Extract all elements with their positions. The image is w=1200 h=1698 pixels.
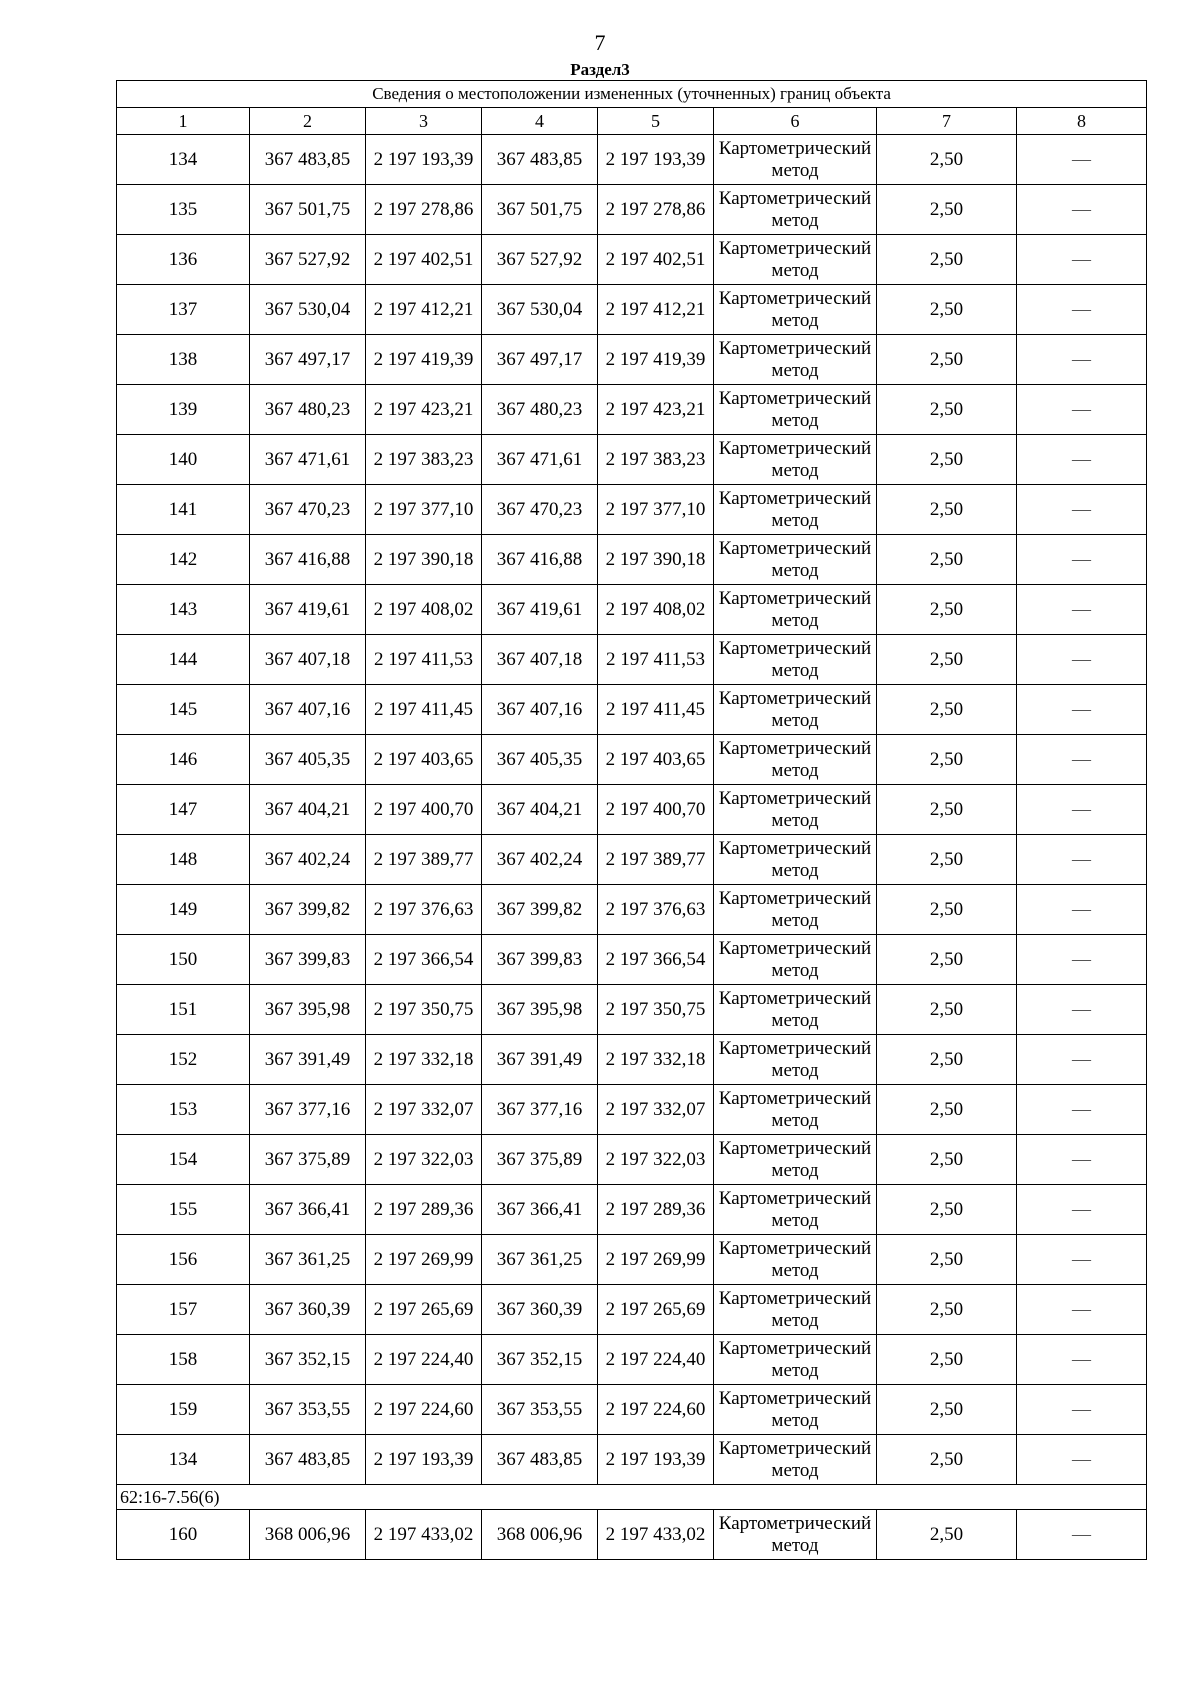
cell-new-x: 367 360,39 — [482, 1285, 598, 1335]
cell-old-y: 2 197 390,18 — [366, 535, 482, 585]
cell-new-x: 367 483,85 — [482, 135, 598, 185]
cell-accuracy: 2,50 — [877, 135, 1017, 185]
cell-note: — — [1017, 585, 1147, 635]
table-row — [117, 685, 1147, 735]
cell-point-number: 136 — [117, 235, 250, 285]
cell-old-x: 367 470,23 — [250, 485, 366, 535]
cell-accuracy: 2,50 — [877, 685, 1017, 735]
cell-note: — — [1017, 185, 1147, 235]
cell-point-number: 145 — [117, 685, 250, 735]
cell-new-y: 2 197 402,51 — [598, 235, 714, 285]
table-row — [117, 485, 1147, 535]
cell-new-y: 2 197 224,40 — [598, 1335, 714, 1385]
cell-old-y: 2 197 332,07 — [366, 1085, 482, 1135]
cell-accuracy: 2,50 — [877, 1335, 1017, 1385]
cell-new-x: 367 405,35 — [482, 735, 598, 785]
cell-accuracy: 2,50 — [877, 1135, 1017, 1185]
cell-accuracy: 2,50 — [877, 885, 1017, 935]
cell-note: — — [1017, 535, 1147, 585]
cell-method: Картометрический метод — [714, 1085, 877, 1135]
cell-new-x: 367 352,15 — [482, 1335, 598, 1385]
cell-old-x: 367 407,18 — [250, 635, 366, 685]
cell-note: — — [1017, 1285, 1147, 1335]
cell-note: — — [1017, 935, 1147, 985]
column-number-4: 4 — [482, 108, 598, 135]
cell-note: — — [1017, 335, 1147, 385]
column-number-8: 8 — [1017, 108, 1147, 135]
cell-old-y: 2 197 376,63 — [366, 885, 482, 935]
cell-accuracy: 2,50 — [877, 185, 1017, 235]
cell-method: Картометрический метод — [714, 735, 877, 785]
cell-new-y: 2 197 411,53 — [598, 635, 714, 685]
cell-method: Картометрический метод — [714, 485, 877, 535]
cell-method: Картометрический метод — [714, 1510, 877, 1560]
cell-method: Картометрический метод — [714, 635, 877, 685]
cell-point-number: 150 — [117, 935, 250, 985]
cell-new-x: 367 391,49 — [482, 1035, 598, 1085]
cell-new-x: 367 366,41 — [482, 1185, 598, 1235]
table-row — [117, 1085, 1147, 1135]
cell-new-x: 367 470,23 — [482, 485, 598, 535]
cell-old-y: 2 197 403,65 — [366, 735, 482, 785]
cell-old-x: 367 375,89 — [250, 1135, 366, 1185]
cell-new-x: 367 416,88 — [482, 535, 598, 585]
cell-old-y: 2 197 350,75 — [366, 985, 482, 1035]
column-number-1: 1 — [117, 108, 250, 135]
cell-old-x: 367 501,75 — [250, 185, 366, 235]
cell-old-y: 2 197 389,77 — [366, 835, 482, 885]
table-row — [117, 585, 1147, 635]
cell-point-number: 135 — [117, 185, 250, 235]
cell-new-x: 367 399,83 — [482, 935, 598, 985]
column-number-2: 2 — [250, 108, 366, 135]
table-row — [117, 635, 1147, 685]
cell-method: Картометрический метод — [714, 835, 877, 885]
cell-old-y: 2 197 377,10 — [366, 485, 482, 535]
column-number-5: 5 — [598, 108, 714, 135]
cell-note: — — [1017, 1085, 1147, 1135]
cell-point-number: 149 — [117, 885, 250, 935]
cell-note: — — [1017, 235, 1147, 285]
cell-new-y: 2 197 403,65 — [598, 735, 714, 785]
cell-old-x: 368 006,96 — [250, 1510, 366, 1560]
cell-note: — — [1017, 1135, 1147, 1185]
cell-old-x: 367 416,88 — [250, 535, 366, 585]
cell-new-y: 2 197 383,23 — [598, 435, 714, 485]
cell-point-number: 157 — [117, 1285, 250, 1335]
cell-old-y: 2 197 408,02 — [366, 585, 482, 635]
cell-accuracy: 2,50 — [877, 435, 1017, 485]
table-row — [117, 1035, 1147, 1085]
cell-accuracy: 2,50 — [877, 335, 1017, 385]
cell-new-y: 2 197 419,39 — [598, 335, 714, 385]
cell-note: — — [1017, 985, 1147, 1035]
cell-accuracy: 2,50 — [877, 1510, 1017, 1560]
cell-point-number: 146 — [117, 735, 250, 785]
cell-new-y: 2 197 269,99 — [598, 1235, 714, 1285]
cell-note: — — [1017, 635, 1147, 685]
cell-method: Картометрический метод — [714, 435, 877, 485]
table-row — [117, 185, 1147, 235]
cell-note: — — [1017, 385, 1147, 435]
table-row — [117, 235, 1147, 285]
cell-point-number: 137 — [117, 285, 250, 335]
cell-note: — — [1017, 1510, 1147, 1560]
table-row — [117, 1435, 1147, 1485]
cell-new-y: 2 197 350,75 — [598, 985, 714, 1035]
cell-new-x: 367 402,24 — [482, 835, 598, 885]
cell-new-y: 2 197 332,18 — [598, 1035, 714, 1085]
cell-point-number: 140 — [117, 435, 250, 485]
group-label: 62:16-7.56(6) — [117, 1485, 1147, 1510]
cell-method: Картометрический метод — [714, 1435, 877, 1485]
cell-point-number: 156 — [117, 1235, 250, 1285]
cell-old-x: 367 405,35 — [250, 735, 366, 785]
section-title: Раздел3 — [570, 60, 630, 79]
boundary-coordinates-table — [116, 80, 1147, 1560]
cell-old-x: 367 402,24 — [250, 835, 366, 885]
cell-new-x: 367 404,21 — [482, 785, 598, 835]
cell-new-y: 2 197 265,69 — [598, 1285, 714, 1335]
cell-new-x: 367 497,17 — [482, 335, 598, 385]
cell-accuracy: 2,50 — [877, 935, 1017, 985]
cell-point-number: 144 — [117, 635, 250, 685]
cell-new-y: 2 197 433,02 — [598, 1510, 714, 1560]
cell-old-x: 367 399,83 — [250, 935, 366, 985]
table-row — [117, 1235, 1147, 1285]
cell-note: — — [1017, 1385, 1147, 1435]
cell-old-x: 367 377,16 — [250, 1085, 366, 1135]
table-row — [117, 535, 1147, 585]
cell-new-y: 2 197 366,54 — [598, 935, 714, 985]
cell-old-x: 367 483,85 — [250, 1435, 366, 1485]
cell-old-y: 2 197 224,40 — [366, 1335, 482, 1385]
cell-old-x: 367 530,04 — [250, 285, 366, 335]
cell-new-y: 2 197 278,86 — [598, 185, 714, 235]
cell-note: — — [1017, 785, 1147, 835]
cell-accuracy: 2,50 — [877, 1435, 1017, 1485]
cell-old-y: 2 197 224,60 — [366, 1385, 482, 1435]
cell-note: — — [1017, 1035, 1147, 1085]
cell-point-number: 153 — [117, 1085, 250, 1135]
cell-old-x: 367 483,85 — [250, 135, 366, 185]
cell-method: Картометрический метод — [714, 1235, 877, 1285]
cell-method: Картометрический метод — [714, 385, 877, 435]
cell-old-x: 367 352,15 — [250, 1335, 366, 1385]
cell-old-x: 367 360,39 — [250, 1285, 366, 1335]
cell-new-y: 2 197 224,60 — [598, 1385, 714, 1435]
cell-note: — — [1017, 885, 1147, 935]
cell-accuracy: 2,50 — [877, 1085, 1017, 1135]
cell-point-number: 148 — [117, 835, 250, 885]
cell-old-y: 2 197 269,99 — [366, 1235, 482, 1285]
cell-old-x: 367 497,17 — [250, 335, 366, 385]
cell-method: Картометрический метод — [714, 1335, 877, 1385]
cell-new-x: 367 395,98 — [482, 985, 598, 1035]
table-row — [117, 335, 1147, 385]
cell-point-number: 139 — [117, 385, 250, 435]
cell-old-x: 367 480,23 — [250, 385, 366, 435]
column-number-6: 6 — [714, 108, 877, 135]
cell-note: — — [1017, 685, 1147, 735]
cell-method: Картометрический метод — [714, 685, 877, 735]
cell-new-x: 367 361,25 — [482, 1235, 598, 1285]
cell-accuracy: 2,50 — [877, 485, 1017, 535]
table-row — [117, 1385, 1147, 1435]
cell-new-y: 2 197 193,39 — [598, 135, 714, 185]
cell-note: — — [1017, 1335, 1147, 1385]
cell-point-number: 159 — [117, 1385, 250, 1435]
cell-point-number: 142 — [117, 535, 250, 585]
cell-method: Картометрический метод — [714, 335, 877, 385]
cell-new-y: 2 197 423,21 — [598, 385, 714, 435]
cell-accuracy: 2,50 — [877, 1285, 1017, 1335]
cell-note: — — [1017, 1185, 1147, 1235]
cell-point-number: 151 — [117, 985, 250, 1035]
cell-note: — — [1017, 285, 1147, 335]
cell-old-x: 367 361,25 — [250, 1235, 366, 1285]
cell-old-y: 2 197 383,23 — [366, 435, 482, 485]
cell-point-number: 134 — [117, 135, 250, 185]
cell-method: Картометрический метод — [714, 985, 877, 1035]
cell-old-y: 2 197 411,45 — [366, 685, 482, 735]
cell-point-number: 152 — [117, 1035, 250, 1085]
cell-accuracy: 2,50 — [877, 1235, 1017, 1285]
cell-method: Картометрический метод — [714, 235, 877, 285]
cell-accuracy: 2,50 — [877, 1035, 1017, 1085]
cell-new-y: 2 197 376,63 — [598, 885, 714, 935]
cell-new-x: 367 471,61 — [482, 435, 598, 485]
cell-note: — — [1017, 1235, 1147, 1285]
cell-new-x: 367 480,23 — [482, 385, 598, 435]
table-row — [117, 285, 1147, 335]
cell-old-x: 367 399,82 — [250, 885, 366, 935]
cell-new-y: 2 197 389,77 — [598, 835, 714, 885]
cell-new-y: 2 197 400,70 — [598, 785, 714, 835]
cell-new-y: 2 197 377,10 — [598, 485, 714, 535]
cell-method: Картометрический метод — [714, 585, 877, 635]
table-row — [117, 785, 1147, 835]
cell-new-y: 2 197 408,02 — [598, 585, 714, 635]
table-row — [117, 135, 1147, 185]
table-row — [117, 885, 1147, 935]
cell-new-x: 367 501,75 — [482, 185, 598, 235]
table-row — [117, 735, 1147, 785]
cell-old-y: 2 197 193,39 — [366, 135, 482, 185]
cell-old-x: 367 419,61 — [250, 585, 366, 635]
cell-point-number: 138 — [117, 335, 250, 385]
table-row — [117, 385, 1147, 435]
cell-method: Картометрический метод — [714, 1035, 877, 1085]
cell-method: Картометрический метод — [714, 535, 877, 585]
cell-point-number: 134 — [117, 1435, 250, 1485]
cell-old-y: 2 197 289,36 — [366, 1185, 482, 1235]
cell-accuracy: 2,50 — [877, 835, 1017, 885]
table-row — [117, 935, 1147, 985]
cell-new-x: 367 527,92 — [482, 235, 598, 285]
cell-old-x: 367 404,21 — [250, 785, 366, 835]
cell-point-number: 147 — [117, 785, 250, 835]
cell-new-y: 2 197 412,21 — [598, 285, 714, 335]
cell-accuracy: 2,50 — [877, 285, 1017, 335]
page-number: 7 — [594, 30, 606, 55]
cell-old-y: 2 197 265,69 — [366, 1285, 482, 1335]
table-row — [117, 1185, 1147, 1235]
table-row — [117, 835, 1147, 885]
cell-new-x: 367 353,55 — [482, 1385, 598, 1435]
cell-accuracy: 2,50 — [877, 785, 1017, 835]
cell-point-number: 141 — [117, 485, 250, 535]
cell-old-x: 367 527,92 — [250, 235, 366, 285]
cell-new-x: 367 375,89 — [482, 1135, 598, 1185]
cell-new-x: 367 377,16 — [482, 1085, 598, 1135]
table-caption: Сведения о местоположении измененных (уточненных) границ объекта — [117, 81, 1147, 108]
cell-old-x: 367 395,98 — [250, 985, 366, 1035]
cell-accuracy: 2,50 — [877, 735, 1017, 785]
cell-method: Картометрический метод — [714, 1135, 877, 1185]
cell-note: — — [1017, 135, 1147, 185]
cell-method: Картометрический метод — [714, 885, 877, 935]
table-row — [117, 1135, 1147, 1185]
cell-accuracy: 2,50 — [877, 535, 1017, 585]
cell-new-x: 367 407,18 — [482, 635, 598, 685]
cell-old-x: 367 391,49 — [250, 1035, 366, 1085]
cell-old-y: 2 197 322,03 — [366, 1135, 482, 1185]
table-row — [117, 435, 1147, 485]
cell-method: Картометрический метод — [714, 1185, 877, 1235]
cell-new-x: 368 006,96 — [482, 1510, 598, 1560]
cell-accuracy: 2,50 — [877, 385, 1017, 435]
table-row — [117, 1510, 1147, 1560]
table-row — [117, 985, 1147, 1035]
cell-new-x: 367 399,82 — [482, 885, 598, 935]
cell-new-x: 367 530,04 — [482, 285, 598, 335]
cell-old-y: 2 197 366,54 — [366, 935, 482, 985]
cell-new-y: 2 197 332,07 — [598, 1085, 714, 1135]
cell-new-x: 367 419,61 — [482, 585, 598, 635]
cell-point-number: 160 — [117, 1510, 250, 1560]
cell-point-number: 143 — [117, 585, 250, 635]
cell-old-y: 2 197 423,21 — [366, 385, 482, 435]
cell-method: Картометрический метод — [714, 185, 877, 235]
group-row — [117, 1485, 1147, 1510]
table-row — [117, 1335, 1147, 1385]
column-number-row — [117, 108, 1147, 135]
cell-accuracy: 2,50 — [877, 585, 1017, 635]
cell-old-x: 367 353,55 — [250, 1385, 366, 1435]
cell-note: — — [1017, 435, 1147, 485]
cell-accuracy: 2,50 — [877, 235, 1017, 285]
cell-new-x: 367 483,85 — [482, 1435, 598, 1485]
cell-method: Картометрический метод — [714, 935, 877, 985]
cell-old-y: 2 197 419,39 — [366, 335, 482, 385]
cell-accuracy: 2,50 — [877, 985, 1017, 1035]
cell-new-y: 2 197 390,18 — [598, 535, 714, 585]
cell-old-y: 2 197 332,18 — [366, 1035, 482, 1085]
column-number-7: 7 — [877, 108, 1017, 135]
cell-old-y: 2 197 400,70 — [366, 785, 482, 835]
cell-note: — — [1017, 835, 1147, 885]
cell-method: Картометрический метод — [714, 1385, 877, 1435]
cell-method: Картометрический метод — [714, 285, 877, 335]
cell-new-y: 2 197 322,03 — [598, 1135, 714, 1185]
cell-method: Картометрический метод — [714, 785, 877, 835]
cell-method: Картометрический метод — [714, 1285, 877, 1335]
cell-new-y: 2 197 289,36 — [598, 1185, 714, 1235]
cell-old-y: 2 197 433,02 — [366, 1510, 482, 1560]
cell-new-y: 2 197 411,45 — [598, 685, 714, 735]
cell-old-y: 2 197 412,21 — [366, 285, 482, 335]
cell-old-x: 367 407,16 — [250, 685, 366, 735]
cell-note: — — [1017, 485, 1147, 535]
cell-note: — — [1017, 1435, 1147, 1485]
cell-point-number: 158 — [117, 1335, 250, 1385]
cell-old-x: 367 471,61 — [250, 435, 366, 485]
cell-new-y: 2 197 193,39 — [598, 1435, 714, 1485]
cell-accuracy: 2,50 — [877, 1185, 1017, 1235]
cell-old-x: 367 366,41 — [250, 1185, 366, 1235]
cell-accuracy: 2,50 — [877, 1385, 1017, 1435]
cell-old-y: 2 197 402,51 — [366, 235, 482, 285]
cell-new-x: 367 407,16 — [482, 685, 598, 735]
cell-note: — — [1017, 735, 1147, 785]
cell-old-y: 2 197 278,86 — [366, 185, 482, 235]
cell-point-number: 155 — [117, 1185, 250, 1235]
table-row — [117, 1285, 1147, 1335]
cell-point-number: 154 — [117, 1135, 250, 1185]
column-number-3: 3 — [366, 108, 482, 135]
cell-old-y: 2 197 193,39 — [366, 1435, 482, 1485]
cell-accuracy: 2,50 — [877, 635, 1017, 685]
cell-old-y: 2 197 411,53 — [366, 635, 482, 685]
cell-method: Картометрический метод — [714, 135, 877, 185]
